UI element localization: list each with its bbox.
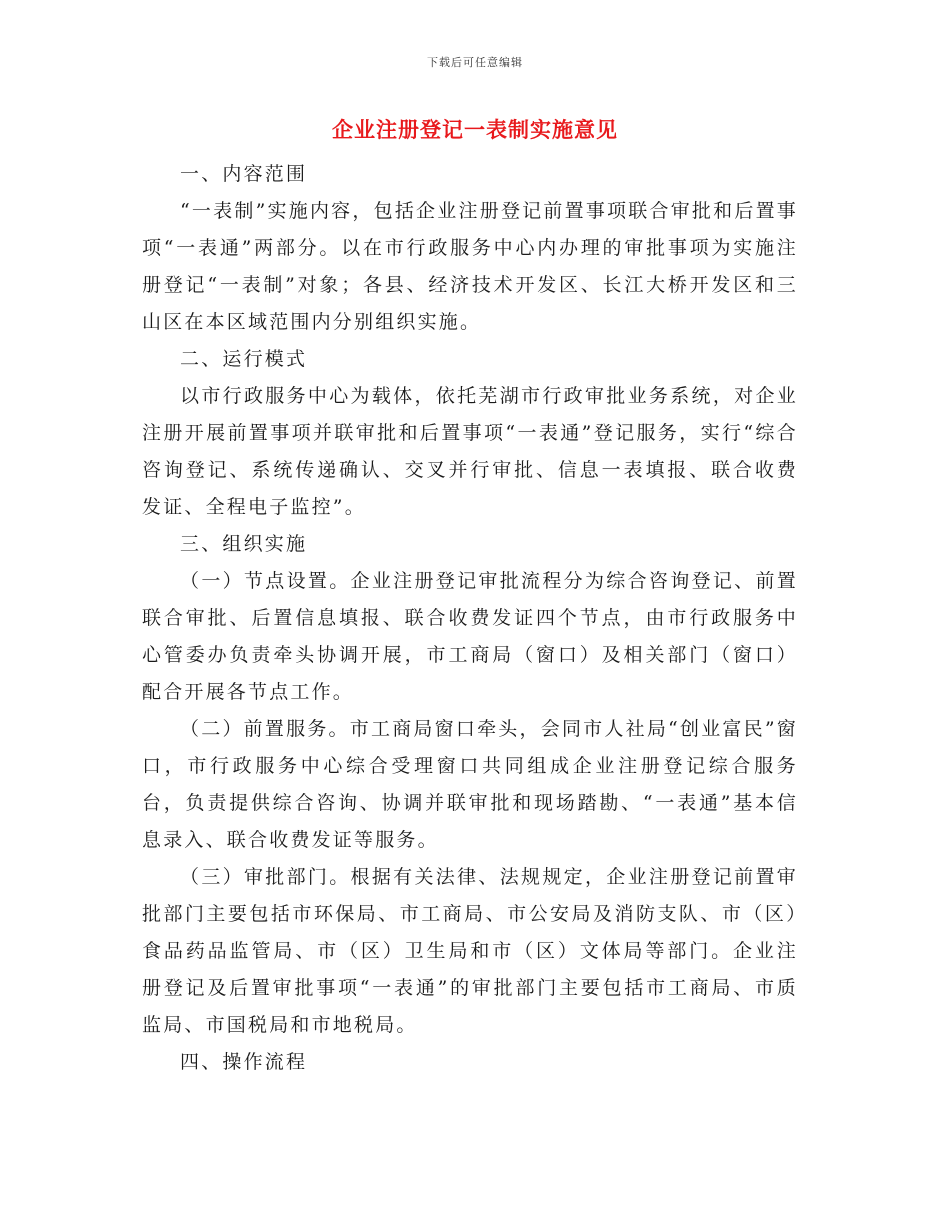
page-header-note: 下载后可任意编辑 [427,56,523,69]
paragraph-approval-departments: （三）审批部门。根据有关法律、法规规定，企业注册登记前置审批部门主要包括市环保局、市工商局、市公安局及消防支队、市（区）食品药品监管局、市（区）卫生局和市（区）文体局等部门。企业注册登记及后置审批事项“一表通”的审批部门主要包括市工商局、市质监局、市国税局和市地税局。 [142,866,798,1036]
paragraph-scope-content: “一表制”实施内容，包括企业注册登记前置事项联合审批和后置事项“一表通”两部分。以在市行政服务中心内办理的审批事项为实施注册登记“一表制”对象；各县、经济技术开发区、长江大桥开发区和三山区在本区域范围内分别组织实施。 [142,200,798,333]
document-title: 企业注册登记一表制实施意见 [332,117,618,142]
section-heading-organization: 三、组织实施 [180,533,308,555]
paragraph-operation-mode: 以市行政服务中心为载体，依托芜湖市行政审批业务系统，对企业注册开展前置事项并联审批和后置事项“一表通”登记服务，实行“综合咨询登记、系统传递确认、交叉并行审批、信息一表填报、联合收费发证、全程电子监控”。 [142,385,798,518]
document-body [142,156,798,1081]
paragraph-node-setup: （一）节点设置。企业注册登记审批流程分为综合咨询登记、前置联合审批、后置信息填报、联合收费发证四个节点，由市行政服务中心管委办负责牵头协调开展，市工商局（窗口）及相关部门（窗口）配合开展各节点工作。 [142,570,798,703]
section-heading-workflow: 四、操作流程 [180,1051,308,1073]
section-heading-operation-mode: 二、运行模式 [180,348,308,370]
paragraph-pre-service: （二）前置服务。市工商局窗口牵头，会同市人社局“创业富民”窗口，市行政服务中心综合受理窗口共同组成企业注册登记综合服务台，负责提供综合咨询、协调并联审批和现场踏勘、“一表通”基本信息录入、联合收费发证等服务。 [142,718,798,851]
section-heading-scope: 一、内容范围 [180,163,308,185]
